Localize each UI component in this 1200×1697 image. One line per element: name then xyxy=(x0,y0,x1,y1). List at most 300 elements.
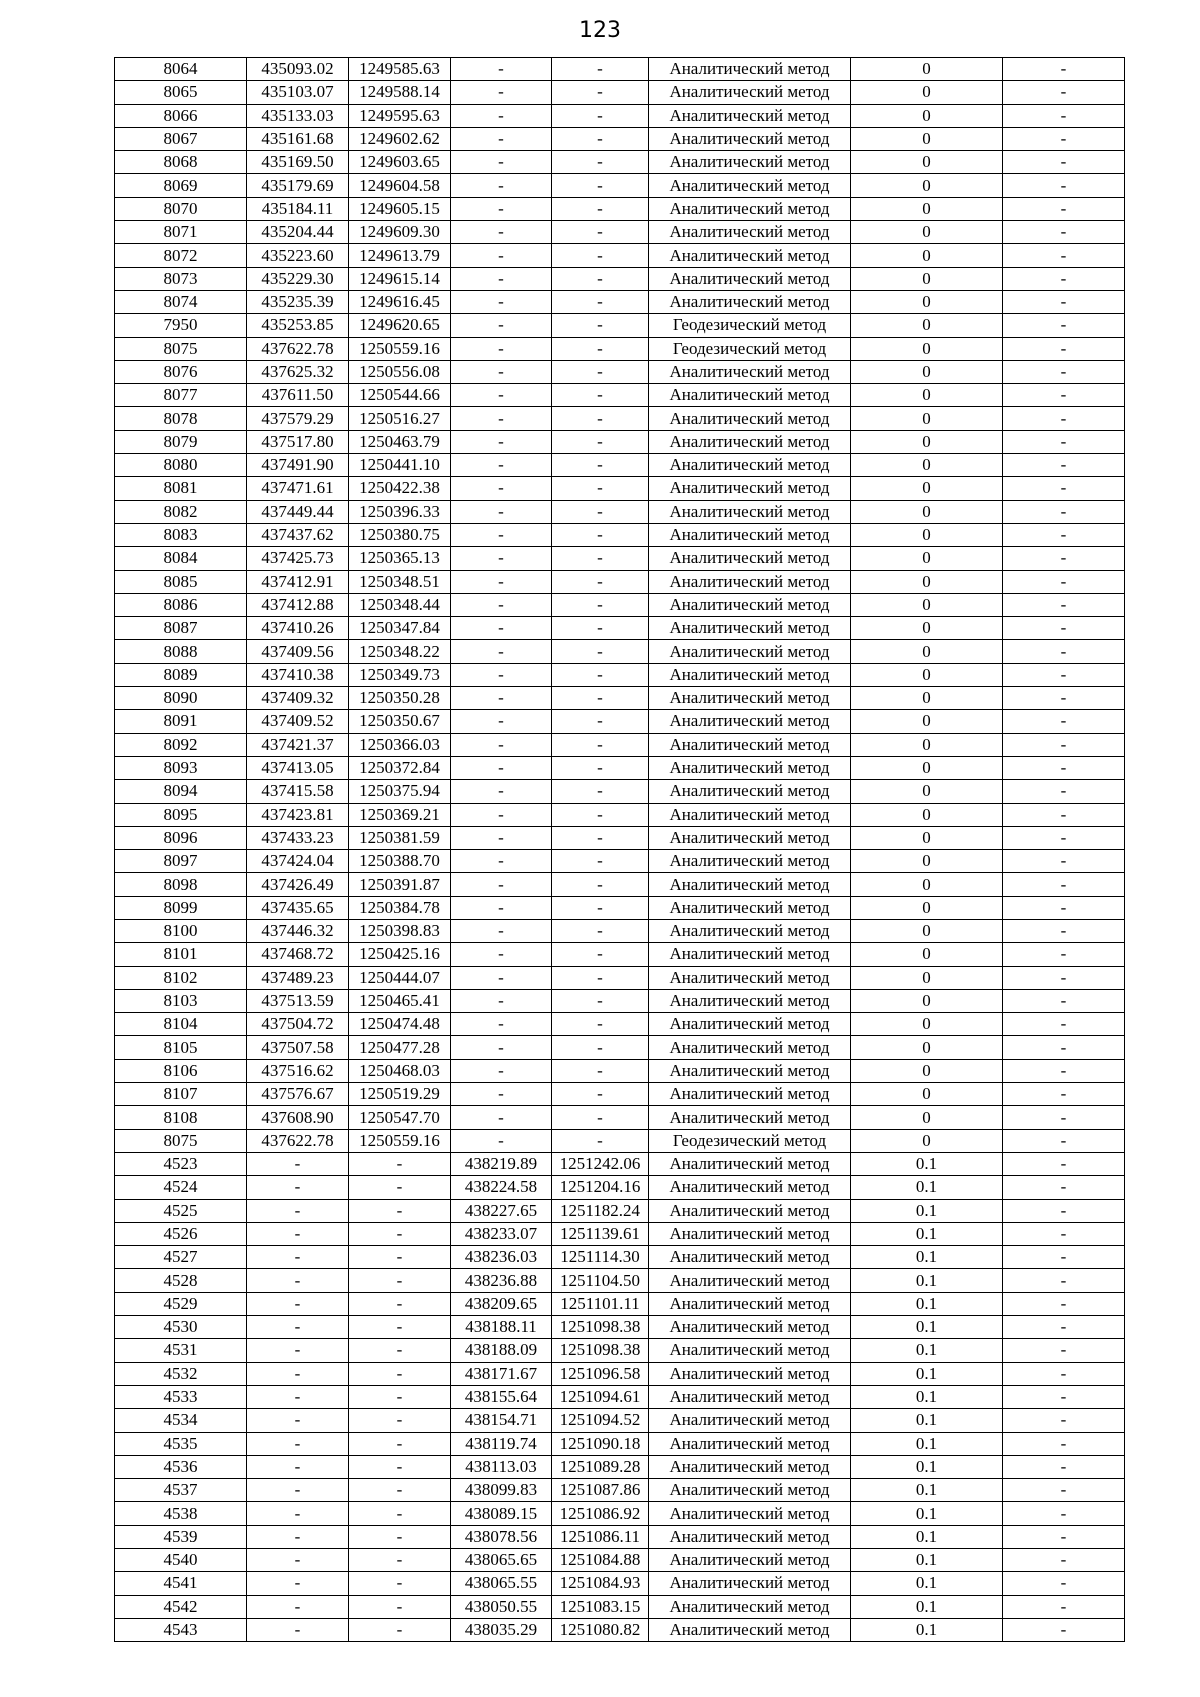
note-cell: - xyxy=(1003,1525,1125,1548)
accuracy-cell: 0 xyxy=(851,81,1003,104)
accuracy-cell: 0 xyxy=(851,1129,1003,1152)
old-x-cell: - xyxy=(247,1595,349,1618)
old-x-cell: 437412.91 xyxy=(247,570,349,593)
method-cell: Аналитический метод xyxy=(649,1409,851,1432)
old-y-cell: 1250348.22 xyxy=(349,640,451,663)
old-x-cell: 437410.38 xyxy=(247,663,349,686)
new-x-cell: 438236.88 xyxy=(451,1269,552,1292)
point-number-cell: 8085 xyxy=(115,570,247,593)
table-row xyxy=(115,1385,1125,1408)
table-row xyxy=(115,1595,1125,1618)
old-y-cell: - xyxy=(349,1199,451,1222)
old-x-cell: - xyxy=(247,1339,349,1362)
old-y-cell: - xyxy=(349,1432,451,1455)
new-x-cell: - xyxy=(451,267,552,290)
method-cell: Аналитический метод xyxy=(649,500,851,523)
old-y-cell: - xyxy=(349,1176,451,1199)
point-number-cell: 4535 xyxy=(115,1432,247,1455)
point-number-cell: 8107 xyxy=(115,1083,247,1106)
new-x-cell: - xyxy=(451,454,552,477)
old-y-cell: 1249585.63 xyxy=(349,58,451,81)
point-number-cell: 8096 xyxy=(115,826,247,849)
point-number-cell: 8070 xyxy=(115,197,247,220)
table-row xyxy=(115,1222,1125,1245)
old-x-cell: 435229.30 xyxy=(247,267,349,290)
new-y-cell: 1251090.18 xyxy=(552,1432,649,1455)
new-y-cell: - xyxy=(552,803,649,826)
old-x-cell: - xyxy=(247,1618,349,1641)
old-x-cell: - xyxy=(247,1409,349,1432)
note-cell: - xyxy=(1003,780,1125,803)
old-x-cell: - xyxy=(247,1316,349,1339)
accuracy-cell: 0.1 xyxy=(851,1502,1003,1525)
table-row xyxy=(115,314,1125,337)
new-x-cell: 438171.67 xyxy=(451,1362,552,1385)
note-cell: - xyxy=(1003,1385,1125,1408)
old-x-cell: 435253.85 xyxy=(247,314,349,337)
point-number-cell: 8073 xyxy=(115,267,247,290)
old-y-cell: 1250366.03 xyxy=(349,733,451,756)
old-x-cell: 437611.50 xyxy=(247,384,349,407)
new-x-cell: - xyxy=(451,687,552,710)
new-x-cell: - xyxy=(451,384,552,407)
old-y-cell: 1250348.44 xyxy=(349,593,451,616)
new-y-cell: 1251084.88 xyxy=(552,1549,649,1572)
new-x-cell: - xyxy=(451,593,552,616)
note-cell: - xyxy=(1003,1083,1125,1106)
new-y-cell: - xyxy=(552,663,649,686)
new-x-cell: - xyxy=(451,1106,552,1129)
note-cell: - xyxy=(1003,966,1125,989)
new-x-cell: - xyxy=(451,640,552,663)
table-row xyxy=(115,617,1125,640)
old-x-cell: 437449.44 xyxy=(247,500,349,523)
table-row xyxy=(115,407,1125,430)
method-cell: Аналитический метод xyxy=(649,943,851,966)
old-y-cell: 1250350.28 xyxy=(349,687,451,710)
new-x-cell: 438209.65 xyxy=(451,1292,552,1315)
new-x-cell: - xyxy=(451,104,552,127)
method-cell: Аналитический метод xyxy=(649,780,851,803)
note-cell: - xyxy=(1003,756,1125,779)
point-number-cell: 8093 xyxy=(115,756,247,779)
accuracy-cell: 0 xyxy=(851,640,1003,663)
table-row xyxy=(115,384,1125,407)
old-x-cell: 435133.03 xyxy=(247,104,349,127)
old-x-cell: 435161.68 xyxy=(247,127,349,150)
accuracy-cell: 0 xyxy=(851,337,1003,360)
note-cell: - xyxy=(1003,663,1125,686)
point-number-cell: 4526 xyxy=(115,1222,247,1245)
new-y-cell: - xyxy=(552,290,649,313)
point-number-cell: 8076 xyxy=(115,360,247,383)
new-x-cell: - xyxy=(451,1083,552,1106)
point-number-cell: 4536 xyxy=(115,1455,247,1478)
accuracy-cell: 0 xyxy=(851,1083,1003,1106)
note-cell: - xyxy=(1003,454,1125,477)
method-cell: Аналитический метод xyxy=(649,966,851,989)
method-cell: Аналитический метод xyxy=(649,1595,851,1618)
old-x-cell: - xyxy=(247,1385,349,1408)
accuracy-cell: 0 xyxy=(851,127,1003,150)
old-x-cell: - xyxy=(247,1502,349,1525)
old-y-cell: 1250556.08 xyxy=(349,360,451,383)
old-y-cell: - xyxy=(349,1222,451,1245)
note-cell: - xyxy=(1003,1316,1125,1339)
accuracy-cell: 0 xyxy=(851,896,1003,919)
method-cell: Аналитический метод xyxy=(649,1455,851,1478)
new-y-cell: 1251087.86 xyxy=(552,1479,649,1502)
new-y-cell: 1251139.61 xyxy=(552,1222,649,1245)
point-number-cell: 8098 xyxy=(115,873,247,896)
accuracy-cell: 0.1 xyxy=(851,1199,1003,1222)
new-x-cell: 438224.58 xyxy=(451,1176,552,1199)
table-row xyxy=(115,826,1125,849)
new-y-cell: - xyxy=(552,81,649,104)
old-x-cell: 435235.39 xyxy=(247,290,349,313)
old-y-cell: 1250444.07 xyxy=(349,966,451,989)
old-x-cell: 437423.81 xyxy=(247,803,349,826)
note-cell: - xyxy=(1003,710,1125,733)
method-cell: Аналитический метод xyxy=(649,1269,851,1292)
method-cell: Аналитический метод xyxy=(649,896,851,919)
new-x-cell: - xyxy=(451,174,552,197)
new-x-cell: - xyxy=(451,81,552,104)
method-cell: Аналитический метод xyxy=(649,1316,851,1339)
old-x-cell: 437421.37 xyxy=(247,733,349,756)
method-cell: Аналитический метод xyxy=(649,174,851,197)
old-x-cell: 437433.23 xyxy=(247,826,349,849)
table-row xyxy=(115,710,1125,733)
new-y-cell: 1251098.38 xyxy=(552,1339,649,1362)
old-y-cell: 1249616.45 xyxy=(349,290,451,313)
method-cell: Аналитический метод xyxy=(649,430,851,453)
new-x-cell: - xyxy=(451,617,552,640)
point-number-cell: 8086 xyxy=(115,593,247,616)
method-cell: Аналитический метод xyxy=(649,919,851,942)
accuracy-cell: 0.1 xyxy=(851,1432,1003,1455)
old-x-cell: 435103.07 xyxy=(247,81,349,104)
note-cell: - xyxy=(1003,1129,1125,1152)
accuracy-cell: 0 xyxy=(851,384,1003,407)
point-number-cell: 8105 xyxy=(115,1036,247,1059)
accuracy-cell: 0 xyxy=(851,197,1003,220)
old-y-cell: 1249605.15 xyxy=(349,197,451,220)
table-row xyxy=(115,151,1125,174)
note-cell: - xyxy=(1003,500,1125,523)
old-y-cell: 1250559.16 xyxy=(349,337,451,360)
point-number-cell: 8068 xyxy=(115,151,247,174)
point-number-cell: 8092 xyxy=(115,733,247,756)
new-y-cell: - xyxy=(552,500,649,523)
method-cell: Аналитический метод xyxy=(649,826,851,849)
table-row xyxy=(115,500,1125,523)
new-x-cell: - xyxy=(451,1059,552,1082)
point-number-cell: 4543 xyxy=(115,1618,247,1641)
accuracy-cell: 0 xyxy=(851,710,1003,733)
old-x-cell: 437625.32 xyxy=(247,360,349,383)
note-cell: - xyxy=(1003,1036,1125,1059)
new-y-cell: 1251086.11 xyxy=(552,1525,649,1548)
point-number-cell: 8097 xyxy=(115,850,247,873)
new-x-cell: 438155.64 xyxy=(451,1385,552,1408)
new-x-cell: - xyxy=(451,663,552,686)
method-cell: Аналитический метод xyxy=(649,360,851,383)
note-cell: - xyxy=(1003,337,1125,360)
old-x-cell: 437415.58 xyxy=(247,780,349,803)
table-row xyxy=(115,104,1125,127)
old-y-cell: - xyxy=(349,1618,451,1641)
table-row xyxy=(115,1083,1125,1106)
new-x-cell: 438188.09 xyxy=(451,1339,552,1362)
note-cell: - xyxy=(1003,384,1125,407)
new-x-cell: - xyxy=(451,547,552,570)
method-cell: Аналитический метод xyxy=(649,547,851,570)
table-row xyxy=(115,1618,1125,1641)
new-x-cell: 438113.03 xyxy=(451,1455,552,1478)
note-cell: - xyxy=(1003,617,1125,640)
new-x-cell: 438233.07 xyxy=(451,1222,552,1245)
method-cell: Аналитический метод xyxy=(649,1222,851,1245)
method-cell: Аналитический метод xyxy=(649,1176,851,1199)
accuracy-cell: 0 xyxy=(851,360,1003,383)
point-number-cell: 4540 xyxy=(115,1549,247,1572)
table-row xyxy=(115,1362,1125,1385)
point-number-cell: 4542 xyxy=(115,1595,247,1618)
table-row xyxy=(115,919,1125,942)
point-number-cell: 8088 xyxy=(115,640,247,663)
new-x-cell: - xyxy=(451,360,552,383)
old-y-cell: 1249602.62 xyxy=(349,127,451,150)
point-number-cell: 8091 xyxy=(115,710,247,733)
new-x-cell: - xyxy=(451,1013,552,1036)
table-row xyxy=(115,360,1125,383)
method-cell: Аналитический метод xyxy=(649,523,851,546)
old-x-cell: 437507.58 xyxy=(247,1036,349,1059)
new-y-cell: - xyxy=(552,454,649,477)
method-cell: Аналитический метод xyxy=(649,58,851,81)
note-cell: - xyxy=(1003,1222,1125,1245)
new-y-cell: 1251101.11 xyxy=(552,1292,649,1315)
accuracy-cell: 0 xyxy=(851,989,1003,1012)
table-row xyxy=(115,1525,1125,1548)
note-cell: - xyxy=(1003,407,1125,430)
new-y-cell: - xyxy=(552,919,649,942)
old-x-cell: 437504.72 xyxy=(247,1013,349,1036)
method-cell: Аналитический метод xyxy=(649,1199,851,1222)
accuracy-cell: 0 xyxy=(851,826,1003,849)
old-y-cell: - xyxy=(349,1549,451,1572)
method-cell: Аналитический метод xyxy=(649,1246,851,1269)
point-number-cell: 8102 xyxy=(115,966,247,989)
old-y-cell: 1250349.73 xyxy=(349,663,451,686)
new-y-cell: - xyxy=(552,127,649,150)
point-number-cell: 8077 xyxy=(115,384,247,407)
old-y-cell: 1250348.51 xyxy=(349,570,451,593)
old-y-cell: 1250465.41 xyxy=(349,989,451,1012)
new-y-cell: - xyxy=(552,710,649,733)
point-number-cell: 8101 xyxy=(115,943,247,966)
accuracy-cell: 0 xyxy=(851,407,1003,430)
old-x-cell: 435093.02 xyxy=(247,58,349,81)
method-cell: Аналитический метод xyxy=(649,1292,851,1315)
method-cell: Аналитический метод xyxy=(649,1036,851,1059)
point-number-cell: 8106 xyxy=(115,1059,247,1082)
table-row xyxy=(115,1339,1125,1362)
new-x-cell: 438065.65 xyxy=(451,1549,552,1572)
old-y-cell: - xyxy=(349,1362,451,1385)
old-y-cell: - xyxy=(349,1409,451,1432)
accuracy-cell: 0 xyxy=(851,1106,1003,1129)
point-number-cell: 8099 xyxy=(115,896,247,919)
point-number-cell: 8079 xyxy=(115,430,247,453)
old-x-cell: - xyxy=(247,1292,349,1315)
note-cell: - xyxy=(1003,477,1125,500)
new-x-cell: 438035.29 xyxy=(451,1618,552,1641)
new-y-cell: 1251094.61 xyxy=(552,1385,649,1408)
new-y-cell: - xyxy=(552,1059,649,1082)
old-x-cell: - xyxy=(247,1479,349,1502)
new-y-cell: 1251104.50 xyxy=(552,1269,649,1292)
old-x-cell: 435184.11 xyxy=(247,197,349,220)
old-x-cell: 437608.90 xyxy=(247,1106,349,1129)
new-y-cell: - xyxy=(552,523,649,546)
note-cell: - xyxy=(1003,1362,1125,1385)
accuracy-cell: 0.1 xyxy=(851,1595,1003,1618)
method-cell: Аналитический метод xyxy=(649,1362,851,1385)
new-x-cell: - xyxy=(451,58,552,81)
point-number-cell: 8075 xyxy=(115,337,247,360)
old-y-cell: 1250398.83 xyxy=(349,919,451,942)
accuracy-cell: 0.1 xyxy=(851,1222,1003,1245)
note-cell: - xyxy=(1003,1106,1125,1129)
old-y-cell: 1250441.10 xyxy=(349,454,451,477)
accuracy-cell: 0.1 xyxy=(851,1549,1003,1572)
new-x-cell: - xyxy=(451,407,552,430)
accuracy-cell: 0.1 xyxy=(851,1269,1003,1292)
old-y-cell: 1250422.38 xyxy=(349,477,451,500)
new-x-cell: - xyxy=(451,850,552,873)
method-cell: Аналитический метод xyxy=(649,477,851,500)
new-x-cell: - xyxy=(451,500,552,523)
old-x-cell: 435179.69 xyxy=(247,174,349,197)
table-row xyxy=(115,943,1125,966)
new-y-cell: 1251182.24 xyxy=(552,1199,649,1222)
accuracy-cell: 0 xyxy=(851,290,1003,313)
note-cell: - xyxy=(1003,943,1125,966)
old-x-cell: 437489.23 xyxy=(247,966,349,989)
old-x-cell: - xyxy=(247,1152,349,1175)
point-number-cell: 8081 xyxy=(115,477,247,500)
accuracy-cell: 0 xyxy=(851,58,1003,81)
point-number-cell: 8108 xyxy=(115,1106,247,1129)
table-row xyxy=(115,780,1125,803)
new-y-cell: 1251080.82 xyxy=(552,1618,649,1641)
accuracy-cell: 0 xyxy=(851,1059,1003,1082)
new-y-cell: 1251096.58 xyxy=(552,1362,649,1385)
accuracy-cell: 0.1 xyxy=(851,1246,1003,1269)
point-number-cell: 8094 xyxy=(115,780,247,803)
point-number-cell: 4539 xyxy=(115,1525,247,1548)
old-x-cell: 437409.32 xyxy=(247,687,349,710)
old-y-cell: 1250463.79 xyxy=(349,430,451,453)
table-row xyxy=(115,197,1125,220)
new-x-cell: 438119.74 xyxy=(451,1432,552,1455)
old-x-cell: 437622.78 xyxy=(247,337,349,360)
new-y-cell: - xyxy=(552,1083,649,1106)
new-y-cell: - xyxy=(552,477,649,500)
note-cell: - xyxy=(1003,1618,1125,1641)
point-number-cell: 8069 xyxy=(115,174,247,197)
note-cell: - xyxy=(1003,197,1125,220)
new-y-cell: - xyxy=(552,640,649,663)
note-cell: - xyxy=(1003,733,1125,756)
old-y-cell: 1249603.65 xyxy=(349,151,451,174)
new-y-cell: - xyxy=(552,174,649,197)
new-x-cell: - xyxy=(451,896,552,919)
note-cell: - xyxy=(1003,826,1125,849)
old-x-cell: 437437.62 xyxy=(247,523,349,546)
accuracy-cell: 0 xyxy=(851,174,1003,197)
old-y-cell: 1250544.66 xyxy=(349,384,451,407)
method-cell: Аналитический метод xyxy=(649,1525,851,1548)
new-x-cell: - xyxy=(451,477,552,500)
accuracy-cell: 0 xyxy=(851,267,1003,290)
point-number-cell: 4529 xyxy=(115,1292,247,1315)
new-y-cell: - xyxy=(552,267,649,290)
old-y-cell: - xyxy=(349,1316,451,1339)
new-x-cell: - xyxy=(451,314,552,337)
accuracy-cell: 0 xyxy=(851,966,1003,989)
new-y-cell: - xyxy=(552,593,649,616)
accuracy-cell: 0 xyxy=(851,919,1003,942)
old-x-cell: - xyxy=(247,1432,349,1455)
method-cell: Аналитический метод xyxy=(649,407,851,430)
table-row xyxy=(115,593,1125,616)
new-y-cell: - xyxy=(552,384,649,407)
old-y-cell: 1250547.70 xyxy=(349,1106,451,1129)
table-row xyxy=(115,337,1125,360)
table-row xyxy=(115,1246,1125,1269)
accuracy-cell: 0 xyxy=(851,850,1003,873)
table-row xyxy=(115,1316,1125,1339)
method-cell: Аналитический метод xyxy=(649,81,851,104)
method-cell: Аналитический метод xyxy=(649,1479,851,1502)
note-cell: - xyxy=(1003,570,1125,593)
accuracy-cell: 0.1 xyxy=(851,1479,1003,1502)
accuracy-cell: 0.1 xyxy=(851,1292,1003,1315)
accuracy-cell: 0 xyxy=(851,151,1003,174)
old-y-cell: 1250468.03 xyxy=(349,1059,451,1082)
point-number-cell: 8082 xyxy=(115,500,247,523)
method-cell: Аналитический метод xyxy=(649,593,851,616)
point-number-cell: 8087 xyxy=(115,617,247,640)
new-x-cell: - xyxy=(451,943,552,966)
method-cell: Аналитический метод xyxy=(649,1106,851,1129)
new-x-cell: - xyxy=(451,570,552,593)
note-cell: - xyxy=(1003,1013,1125,1036)
point-number-cell: 8080 xyxy=(115,454,247,477)
old-y-cell: 1250516.27 xyxy=(349,407,451,430)
table-row xyxy=(115,966,1125,989)
point-number-cell: 4531 xyxy=(115,1339,247,1362)
point-number-cell: 7950 xyxy=(115,314,247,337)
old-x-cell: - xyxy=(247,1455,349,1478)
old-y-cell: - xyxy=(349,1152,451,1175)
accuracy-cell: 0.1 xyxy=(851,1176,1003,1199)
table-row xyxy=(115,1455,1125,1478)
new-y-cell: - xyxy=(552,756,649,779)
